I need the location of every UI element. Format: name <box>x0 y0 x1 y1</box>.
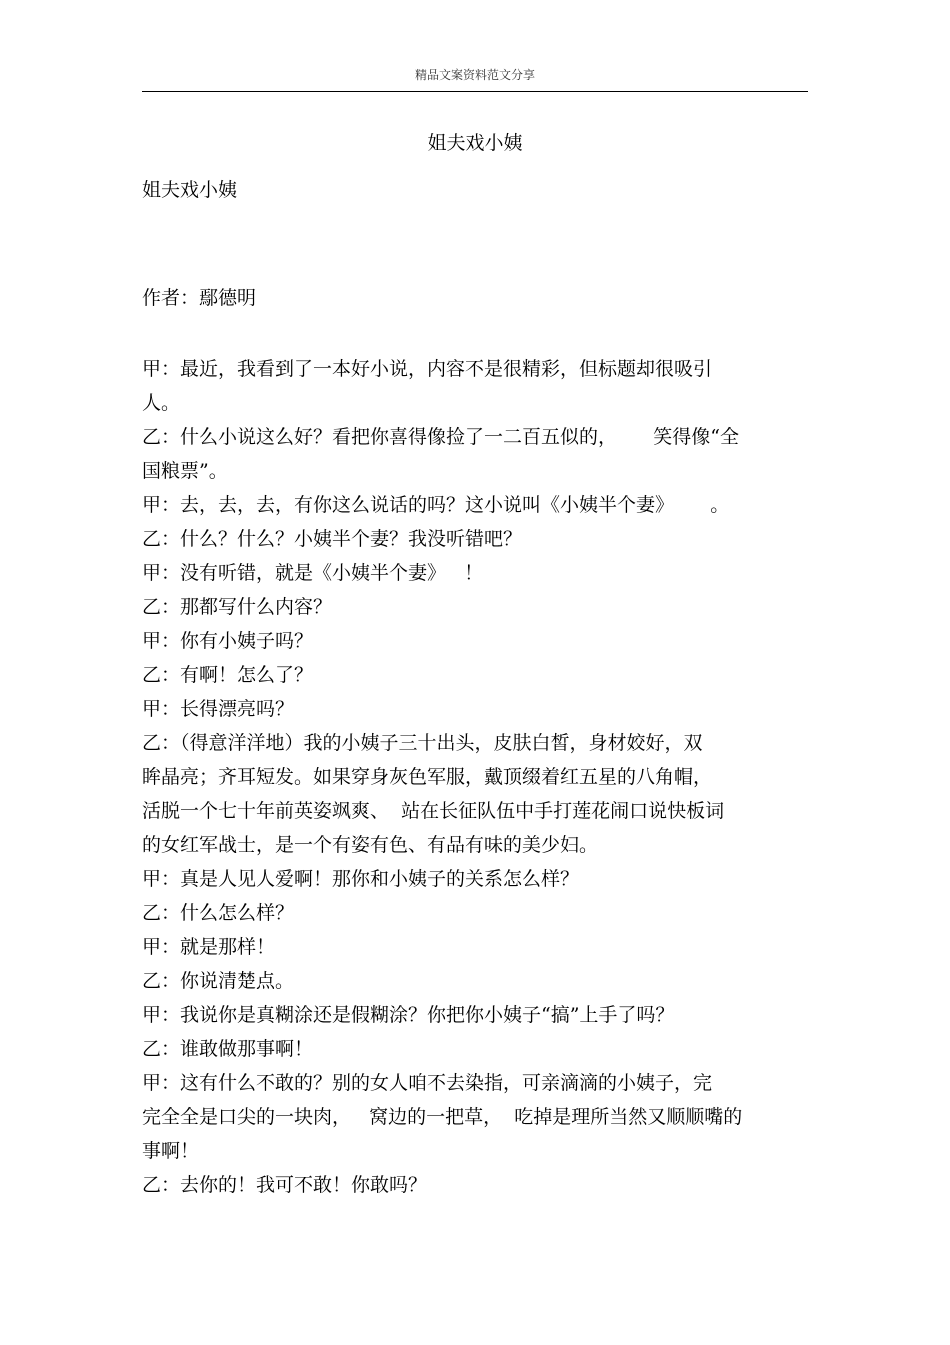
body-line <box>142 244 808 280</box>
body-line: 乙：什么怎么样？ <box>142 902 295 924</box>
body-line: 乙：（得意洋洋地）我的小姨子三十出头，皮肤白皙，身材姣好，双 <box>142 732 703 754</box>
body-line: 乙：有啊！怎么了？ <box>142 664 314 686</box>
body-line: 甲：这有什么不敢的？别的女人咱不去染指，可亲滴滴的小姨子，完 <box>142 1072 713 1094</box>
document-title: 姐夫戏小姨 <box>427 132 523 154</box>
body-line: 乙：什么小说这么好？看把你喜得像捡了一二百五似的， 笑得像“全 <box>142 426 739 448</box>
body-line: 甲：没有听错，就是《小姨半个妻》 ！ <box>142 562 484 584</box>
body-line: 人。 <box>142 392 181 414</box>
header-rule <box>142 91 808 92</box>
body-line: 眸晶亮；齐耳短发。如果穿身灰色军服，戴顶缀着红五星的八角帽， <box>142 766 713 788</box>
body-line: 甲：最近，我看到了一本好小说，内容不是很精彩，但标题却很吸引 <box>142 358 713 380</box>
document-body <box>142 172 808 1202</box>
body-line: 甲：长得漂亮吗？ <box>142 698 295 720</box>
body-line: 活脱一个七十年前英姿飒爽、 站在长征队伍中手打莲花闹口说快板词 <box>142 800 725 822</box>
body-line: 乙：谁敢做那事啊！ <box>142 1038 314 1060</box>
body-line: 姐夫戏小姨 <box>142 179 238 201</box>
page-header: 精品文案资料范文分享 <box>414 68 535 82</box>
body-line: 甲：真是人见人爱啊！那你和小姨子的关系怎么样？ <box>142 868 580 890</box>
body-line: 的女红军战士，是一个有姿有色、有品有味的美少妇。 <box>142 834 599 856</box>
body-line <box>142 316 808 352</box>
body-line: 甲：我说你是真糊涂还是假糊涂？你把你小姨子“搞”上手了吗？ <box>142 1004 675 1026</box>
body-line: 乙：那都写什么内容？ <box>142 596 333 618</box>
body-line: 国粮票”。 <box>142 460 228 482</box>
body-line: 完全全是口尖的一块肉， 窝边的一把草， 吃掉是理所当然又顺顺嘴的 <box>142 1106 743 1128</box>
body-line: 甲：去，去，去，有你这么说话的吗？这小说叫《小姨半个妻》 。 <box>142 494 730 516</box>
body-line: 作者：鄢德明 <box>142 287 257 309</box>
body-line: 甲：你有小姨子吗？ <box>142 630 314 652</box>
body-line: 乙：什么？什么？小姨半个妻？我没听错吧？ <box>142 528 523 550</box>
body-line: 乙：你说清楚点。 <box>142 970 295 992</box>
body-line: 事啊！ <box>142 1140 200 1162</box>
body-line: 甲：就是那样！ <box>142 936 276 958</box>
body-line <box>142 208 808 244</box>
body-line: 乙：去你的！我可不敢！你敢吗？ <box>142 1174 428 1196</box>
